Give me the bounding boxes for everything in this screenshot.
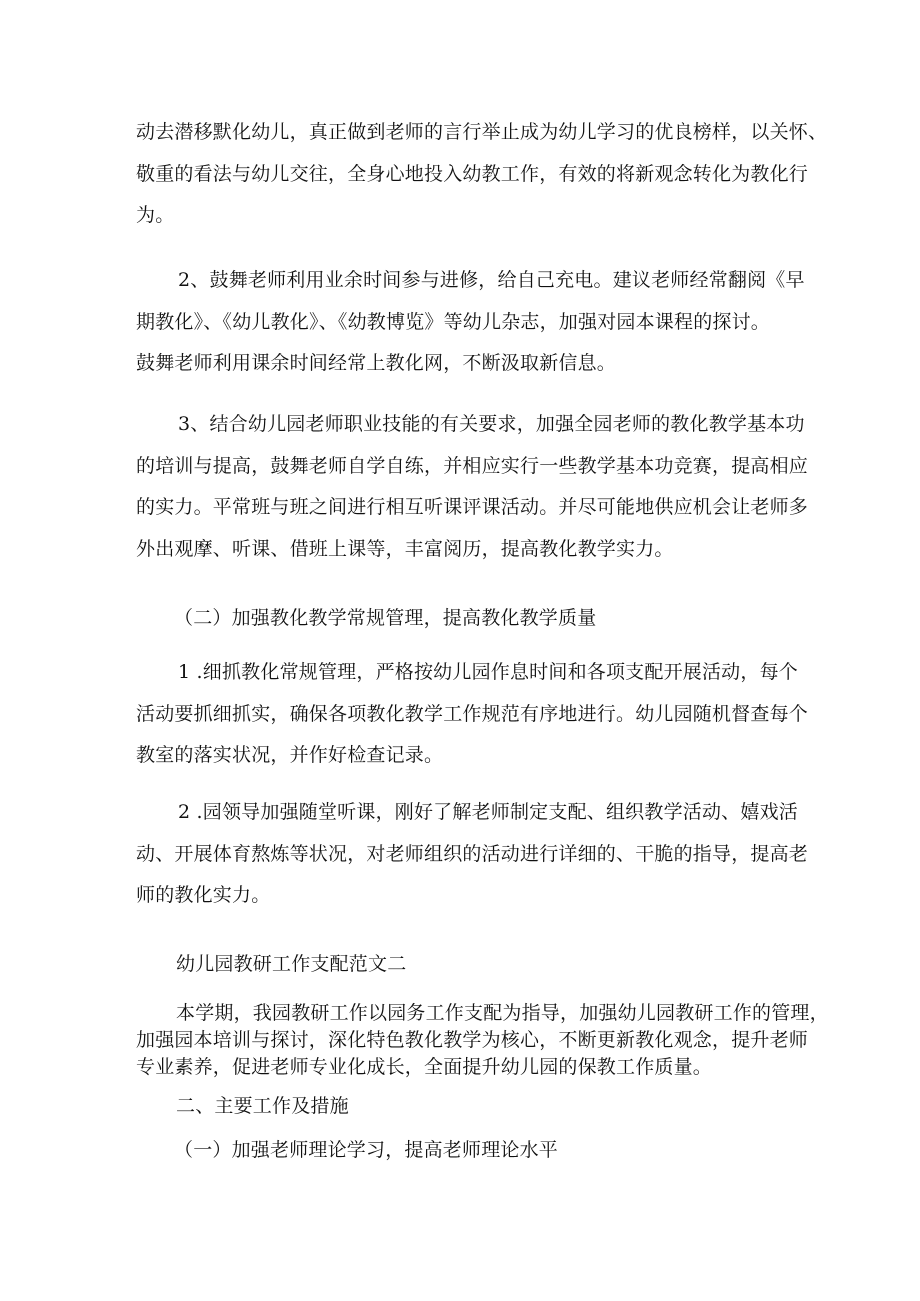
text-line: 师的教化实力。 (136, 884, 271, 906)
text-line: 2、鼓舞老师利用业余时间参与进修，给自己充电。建议老师经常翻阅《早 (178, 269, 805, 291)
text-line: 敬重的看法与幼儿交往，全身心地投入幼教工作，有效的将新观念转化为教化行 (136, 162, 809, 185)
text-line: （二）加强教化教学常规管理，提高教化教学质量 (174, 607, 597, 629)
text-line: （一）加强老师理论学习，提高老师理论水平 (174, 1139, 559, 1161)
text-line: 的培训与提高，鼓舞老师自学自练，并相应实行一些教学基本功竞赛，提高相应 (136, 454, 809, 477)
section-heading (136, 1130, 796, 1172)
text-line: 动去潜移默化幼儿，真正做到老师的言行举止成为幼儿学习的优良榜样，以关怀、 (136, 121, 828, 143)
body-paragraph (136, 404, 809, 570)
section-heading (136, 1086, 796, 1128)
text-line: 外出观摩、听课、借班上课等，丰富阅历，提高教化教学实力。 (136, 537, 674, 560)
text-line: 期教化》、《幼儿教化》、《幼教博览》等幼儿杂志，加强对园本课程的探讨。 (136, 310, 771, 333)
section-heading (136, 598, 796, 640)
text-line: 2 .园领导加强随堂听课，刚好了解老师制定支配、组织教学活动、嬉戏活 (178, 801, 798, 823)
text-line: 的实力。平常班与班之间进行相互听课评课活动。并尽可能地供应机会让老师多 (136, 496, 809, 518)
text-line: 本学期，我园教研工作以园务工作支配为指导，加强幼儿园教研工作的管理， (176, 1002, 829, 1024)
document-title (136, 944, 796, 986)
body-paragraph (136, 792, 809, 917)
body-paragraph (136, 112, 828, 237)
text-line: 活动要抓细抓实，确保各项教化教学工作规范有序地进行。幼儿园随机督查每个 (136, 702, 809, 725)
text-line: 动、开展体育熬炼等状况，对老师组织的活动进行详细的、干脆的指导，提高老 (136, 842, 809, 865)
text-line: 教室的落实状况，并作好检查记录。 (136, 744, 444, 766)
body-paragraph (136, 260, 805, 385)
text-line: 为。 (136, 204, 175, 226)
text-line: 1 .细抓教化常规管理，严格按幼儿园作息时间和各项支配开展活动，每个 (178, 661, 798, 683)
text-line: 专业素养，促进老师专业化成长，全面提升幼儿园的保教工作质量。 (136, 1056, 713, 1078)
body-paragraph (136, 1000, 829, 1081)
text-line: 加强园本培训与探讨，深化特色教化教学为核心，不断更新教化观念，提升老师 (136, 1029, 809, 1051)
text-line: 二、主要工作及措施 (176, 1095, 349, 1117)
text-line: 幼儿园教研工作支配范文二 (176, 953, 407, 975)
text-line: 鼓舞老师利用课余时间经常上教化网，不断汲取新信息。 (136, 352, 617, 374)
text-line: 3、结合幼儿园老师职业技能的有关要求，加强全园老师的教化教学基本功 (178, 413, 805, 435)
body-paragraph (136, 652, 809, 777)
